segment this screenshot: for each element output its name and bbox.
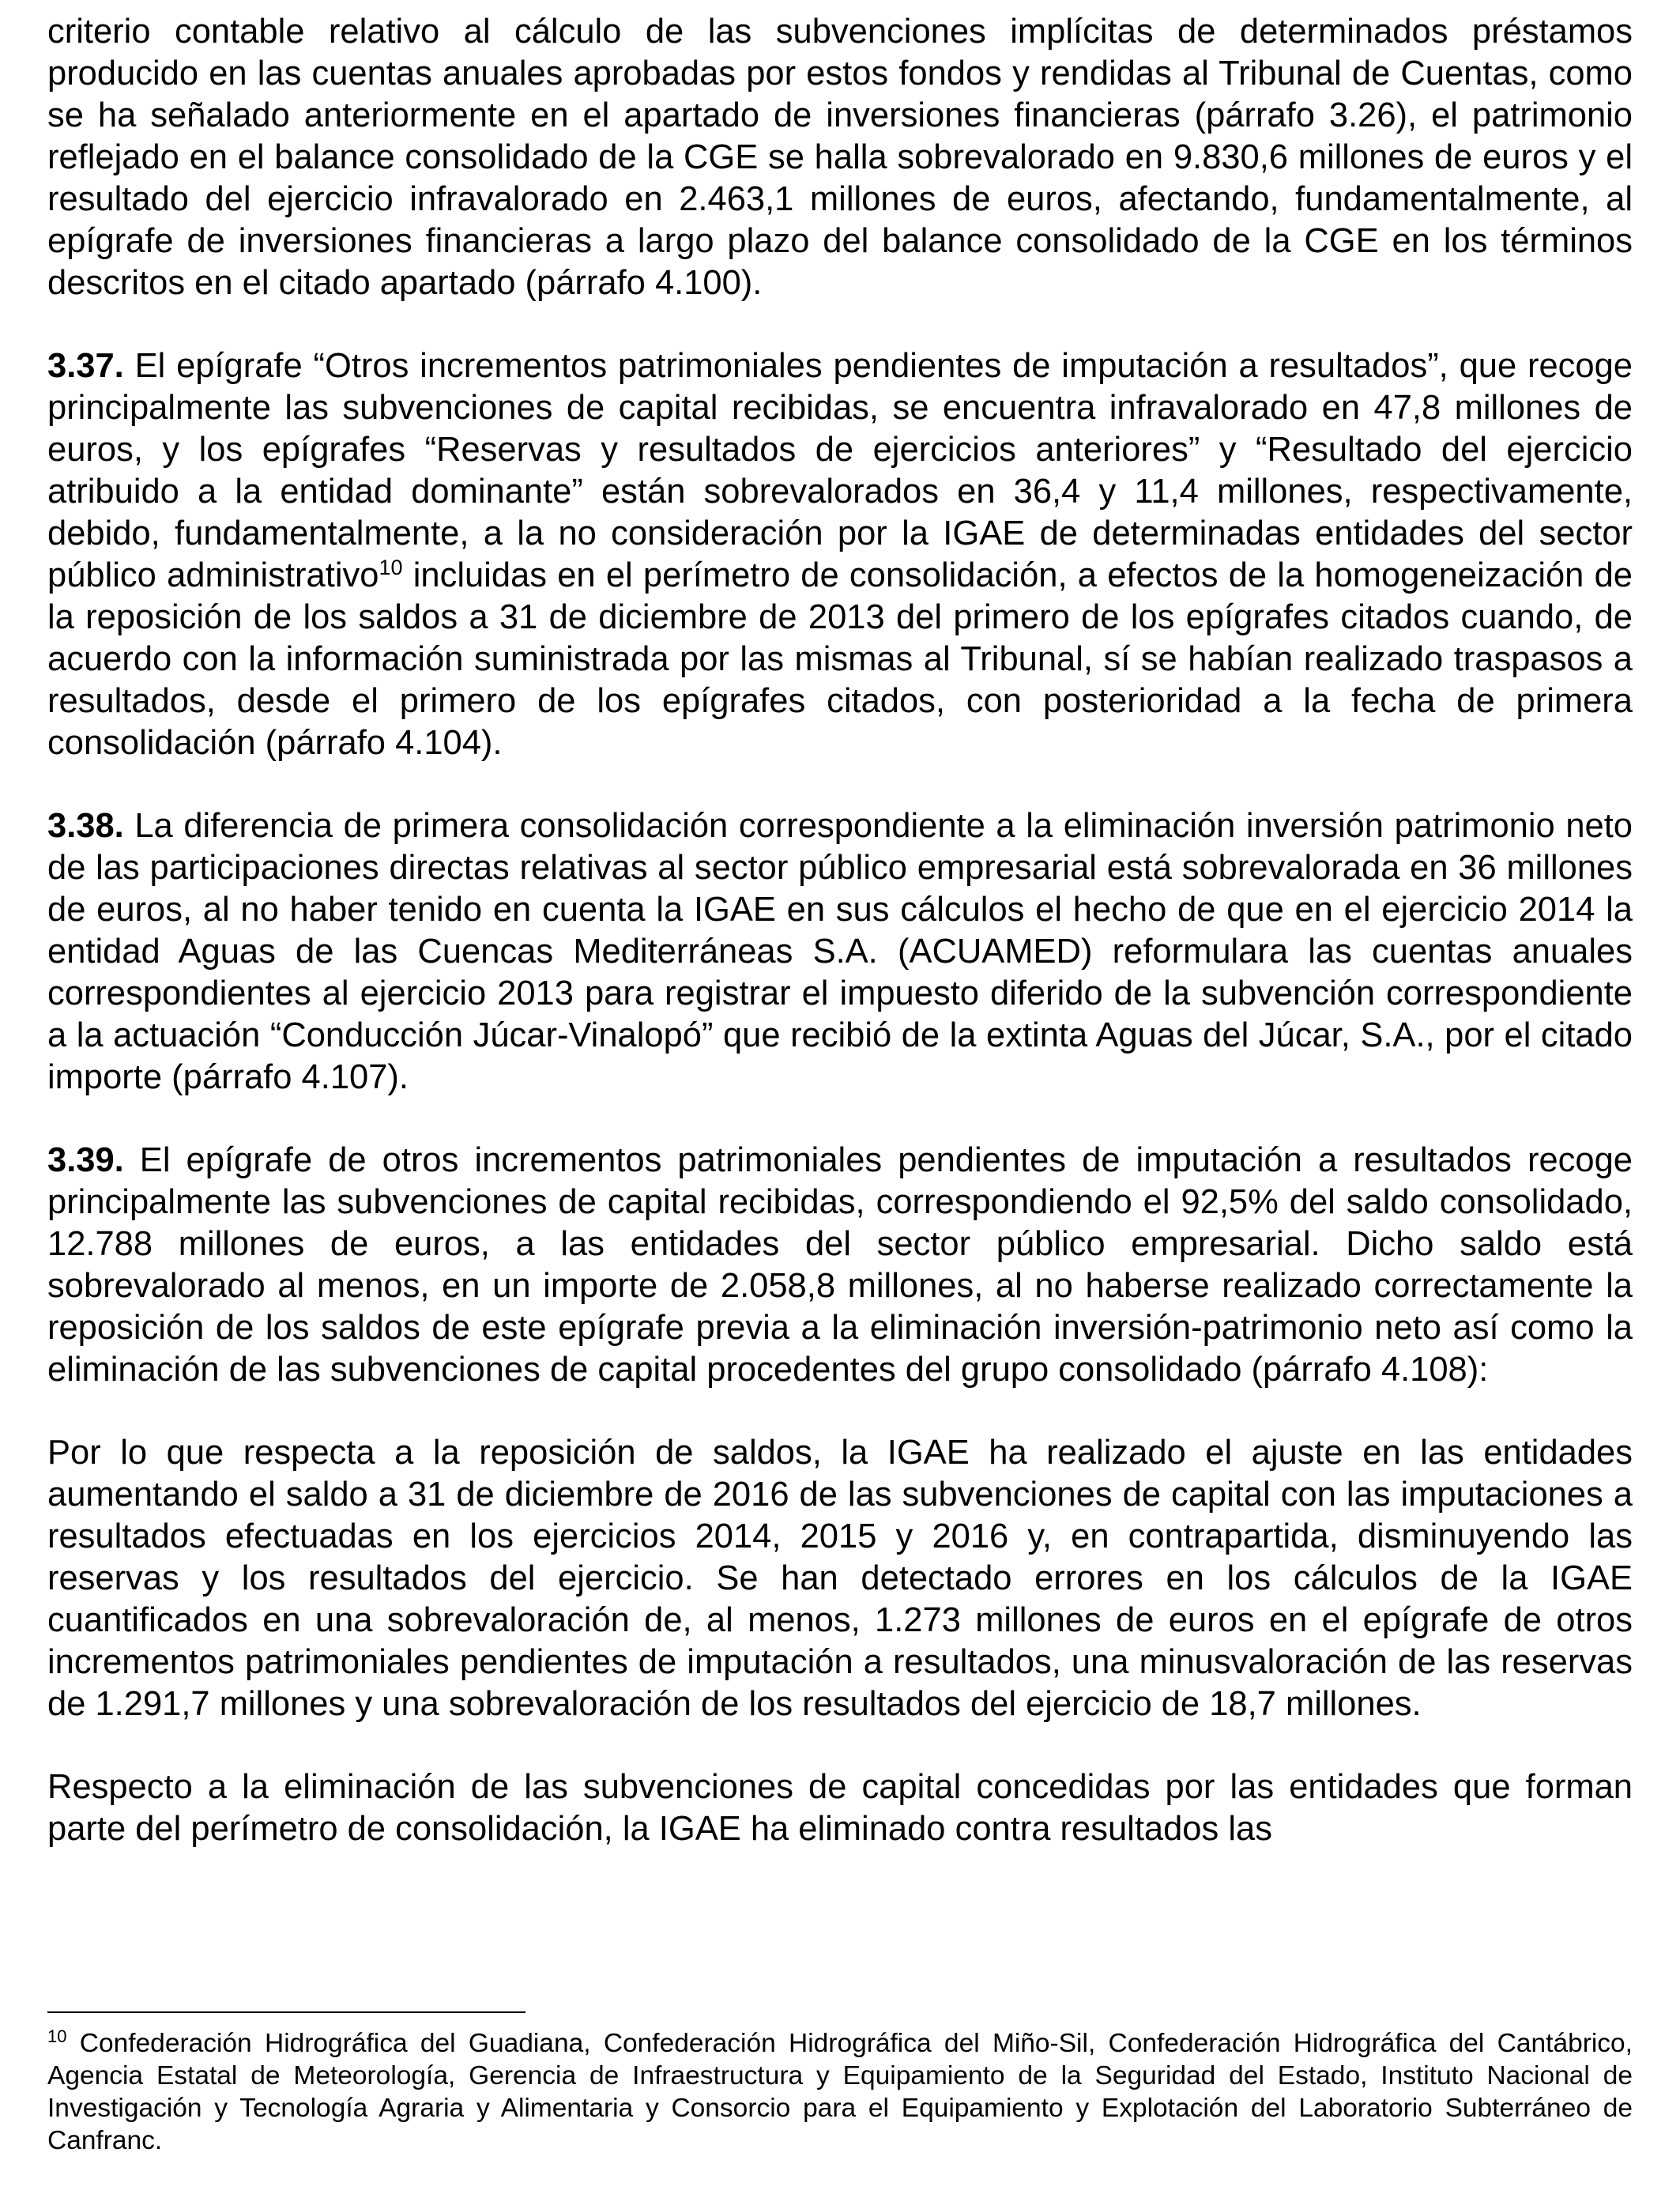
- document-body: [47, 11, 1633, 1891]
- paragraph-3-38: [47, 805, 1633, 1099]
- paragraph-text: Respecto a la eliminación de las subvenciones de capital concedidas por las entidades que forman parte del perímetro de consolidación, la IGAE ha eliminado contra resultados las: [47, 1768, 1633, 1848]
- paragraph-text: El epígrafe de otros incrementos patrimoniales pendientes de imputación a resultados recoge principalmente las subvenciones de capital recibidas, correspondiendo el 92,5% del saldo consolidado, 12.788 millones de euros, a las entidades del sector público empresarial. Dicho saldo está sobrevalorado al menos, en un importe de 2.058,8 millones, al no haberse realizado correctamente la reposición de los saldos de este epígrafe previa a la eliminación inversión-patrimonio neto así como la eliminación de las subvenciones de capital procedentes del grupo consolidado (párrafo 4.108):: [47, 1141, 1633, 1389]
- paragraph-3-39: [47, 1140, 1633, 1391]
- paragraph-number: 3.39.: [47, 1141, 124, 1179]
- paragraph-eliminacion-subvenciones: [47, 1766, 1633, 1850]
- footnote-10: [47, 2027, 1633, 2157]
- paragraph-text: La diferencia de primera consolidación correspondiente a la eliminación inversión patrimonio neto de las participaciones directas relativas al sector público empresarial está sobrevalorada en 36 millones de euros, al no haber tenido en cuenta la IGAE en sus cálculos el hecho de que en el ejercicio 2014 la entidad Aguas de las Cuencas Mediterráneas S.A. (ACUAMED) reformulara las cuentas anuales correspondientes al ejercicio 2013 para registrar el impuesto diferido de la subvención correspondiente a la actuación “Conducción Júcar-Vinalopó” que recibió de la extinta Aguas del Júcar, S.A., por el citado importe (párrafo 4.107).: [47, 807, 1633, 1096]
- paragraph-reposicion-saldos: [47, 1432, 1633, 1725]
- footnote-separator: [47, 2011, 525, 2013]
- paragraph-text: El epígrafe “Otros incrementos patrimoniales pendientes de imputación a resultados”, que recoge principalmente las subvenciones de capital recibidas, se encuentra infravalorado en 47,8 millones de euros, y los epígrafes “Reservas y resultados de ejercicios anteriores” y “Resultado del ejercicio atribuido a la entidad dominante” están sobrevalorados en 36,4 y 11,4 millones, respectivamente, debido, fundamentalmente, a la no consideración por la IGAE de determinadas entidades del sector público administrativo: [47, 347, 1633, 594]
- footnote-reference[interactable]: 10: [379, 556, 403, 579]
- paragraph-number: 3.37.: [47, 347, 124, 385]
- paragraph-text: Por lo que respecta a la reposición de saldos, la IGAE ha realizado el ajuste en las entidades aumentando el saldo a 31 de diciembre de 2016 de las subvenciones de capital con las imputaciones a resultados efectuadas en los ejercicios 2014, 2015 y 2016 y, en contrapartida, disminuyendo las reservas y los resultados del ejercicio. Se han detectado errores en los cálculos de la IGAE cuantificados en una sobrevaloración de, al menos, 1.273 millones de euros en el epígrafe de otros incrementos patrimoniales pendientes de imputación a resultados, una minusvaloración de las reservas de 1.291,7 millones y una sobrevaloración de los resultados del ejercicio de 18,7 millones.: [47, 1434, 1633, 1723]
- paragraph-text-continued: incluidas en el perímetro de consolidación, a efectos de la homogeneización de la reposición de los saldos a 31 de diciembre de 2013 del primero de los epígrafes citados cuando, de acuerdo con la información suministrada por las mismas al Tribunal, sí se habían realizado traspasos a resultados, desde el primero de los epígrafes citados, con posterioridad a la fecha de primera consolidación (párrafo 4.104).: [47, 556, 1633, 762]
- paragraph-text: criterio contable relativo al cálculo de las subvenciones implícitas de determinados préstamos producido en las cuentas anuales aprobadas por estos fondos y rendidas al Tribunal de Cuentas, como se ha señalado anteriormente en el apartado de inversiones financieras (párrafo 3.26), el patrimonio reflejado en el balance consolidado de la CGE se halla sobrevalorado en 9.830,6 millones de euros y el resultado del ejercicio infravalorado en 2.463,1 millones de euros, afectando, fundamentalmente, al epígrafe de inversiones financieras a largo plazo del balance consolidado de la CGE en los términos descritos en el citado apartado (párrafo 4.100).: [47, 13, 1633, 302]
- footnote-text: Confederación Hidrográfica del Guadiana, Confederación Hidrográfica del Miño-Sil, Confederación Hidrográfica del Cantábrico, Agencia Estatal de Meteorología, Gerencia de Infraestructura y Equipamiento de la Seguridad del Estado, Instituto Nacional de Investigación y Tecnología Agraria y Alimentaria y Consorcio para el Equipamiento y Explotación del Laboratorio Subterráneo de Canfranc.: [47, 2029, 1633, 2155]
- paragraph-3-37: [47, 345, 1633, 764]
- paragraph-continuation: [47, 11, 1633, 304]
- paragraph-number: 3.38.: [47, 807, 124, 845]
- footnote-number: 10: [47, 2026, 67, 2046]
